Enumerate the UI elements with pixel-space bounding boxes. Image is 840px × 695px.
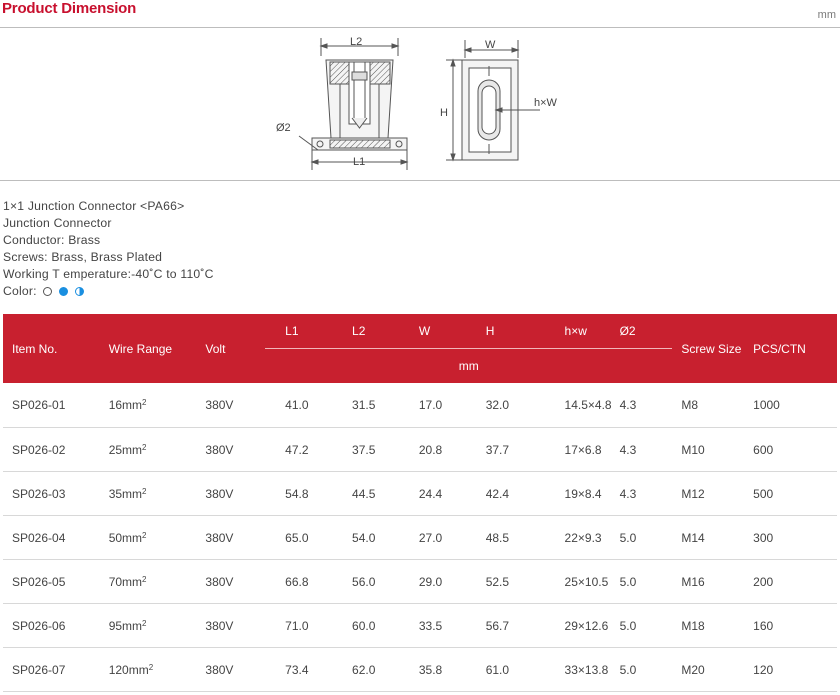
cell-l2: 62.0	[332, 648, 399, 692]
cell-pcs: 1000	[744, 383, 837, 428]
cell-hxw: 17×6.8	[533, 428, 612, 472]
cell-l2: 37.5	[332, 428, 399, 472]
cell-wire: $95mm^2$	[100, 604, 197, 648]
spec-line: Conductor: Brass	[3, 233, 101, 247]
cell-screw: M8	[672, 383, 744, 428]
spec-line: Junction Connector	[3, 216, 112, 230]
header-d2: Ø2	[612, 314, 673, 349]
header-item: Item No.	[3, 314, 100, 383]
cell-volt: 380V	[196, 428, 265, 472]
cell-h: 56.7	[466, 604, 533, 648]
cell-l1: 66.8	[265, 560, 332, 604]
cell-item: SP026-04	[3, 516, 100, 560]
cell-volt: 380V	[196, 472, 265, 516]
label-hxw: h×W	[534, 97, 557, 109]
cell-w: 35.8	[399, 648, 466, 692]
cell-w: 20.8	[399, 428, 466, 472]
color-line	[3, 283, 214, 300]
cell-pcs: 160	[744, 604, 837, 648]
dimension-drawing	[0, 28, 840, 180]
cell-h: 61.0	[466, 648, 533, 692]
color-half-swatch	[75, 287, 84, 296]
cell-h: 37.7	[466, 428, 533, 472]
cell-l2: 56.0	[332, 560, 399, 604]
cell-hxw: 22×9.3	[533, 516, 612, 560]
header-volt: Volt	[196, 314, 265, 383]
cell-item: SP026-01	[3, 383, 100, 428]
spec-line: Working T emperature:-40˚C to 110˚C	[3, 267, 214, 281]
cell-w: 17.0	[399, 383, 466, 428]
table-row	[3, 383, 837, 428]
spec-line: 1×1 Junction Connector <PA66>	[3, 199, 185, 213]
cell-h: 32.0	[466, 383, 533, 428]
cell-d2: 4.3	[612, 472, 673, 516]
cell-volt: 380V	[196, 383, 265, 428]
cell-pcs: 120	[744, 648, 837, 692]
label-d2: Ø2	[276, 122, 291, 134]
cell-l2: 54.0	[332, 516, 399, 560]
unit-label: mm	[817, 9, 836, 21]
cell-w: 24.4	[399, 472, 466, 516]
header-h: H	[466, 314, 533, 349]
table-row	[3, 516, 837, 560]
cell-h: 48.5	[466, 516, 533, 560]
label-l2: L2	[350, 36, 363, 48]
table-row	[3, 648, 837, 692]
table-body	[3, 383, 837, 692]
cell-l1: 47.2	[265, 428, 332, 472]
header-pcs: PCS/CTN	[744, 314, 837, 383]
cell-hxw: 25×10.5	[533, 560, 612, 604]
cell-l1: 65.0	[265, 516, 332, 560]
cell-pcs: 200	[744, 560, 837, 604]
spec-table	[3, 314, 837, 692]
cell-l1: 54.8	[265, 472, 332, 516]
drawing-divider	[0, 180, 840, 181]
cell-d2: 5.0	[612, 648, 673, 692]
cell-volt: 380V	[196, 648, 265, 692]
label-w: W	[485, 39, 496, 51]
cell-item: SP026-05	[3, 560, 100, 604]
cell-w: 33.5	[399, 604, 466, 648]
cell-d2: 4.3	[612, 428, 673, 472]
table-row	[3, 472, 837, 516]
table-row	[3, 560, 837, 604]
cell-h: 42.4	[466, 472, 533, 516]
cell-screw: M18	[672, 604, 744, 648]
cell-screw: M12	[672, 472, 744, 516]
cell-wire: $35mm^2$	[100, 472, 197, 516]
cell-hxw: 29×12.6	[533, 604, 612, 648]
label-h: H	[440, 107, 448, 119]
cell-volt: 380V	[196, 560, 265, 604]
cell-w: 29.0	[399, 560, 466, 604]
page-title: Product Dimension	[2, 0, 137, 17]
header-screw: Screw Size	[672, 314, 744, 383]
spec-list	[3, 198, 214, 300]
cell-item: SP026-07	[3, 648, 100, 692]
cell-wire: $16mm^2$	[100, 383, 197, 428]
cell-pcs: 500	[744, 472, 837, 516]
cell-wire: $70mm^2$	[100, 560, 197, 604]
cell-hxw: 33×13.8	[533, 648, 612, 692]
color-white-swatch	[43, 287, 52, 296]
cell-hxw: 14.5×4.8	[533, 383, 612, 428]
header-l1: L1	[265, 314, 332, 349]
cell-wire: $25mm^2$	[100, 428, 197, 472]
header-hxw: h×w	[533, 314, 612, 349]
cell-d2: 5.0	[612, 560, 673, 604]
cell-item: SP026-03	[3, 472, 100, 516]
table-header	[3, 314, 837, 383]
header-w: W	[399, 314, 466, 349]
spec-line: Screws: Brass, Brass Plated	[3, 250, 163, 264]
cell-pcs: 300	[744, 516, 837, 560]
cell-screw: M14	[672, 516, 744, 560]
cell-item: SP026-02	[3, 428, 100, 472]
color-blue-swatch	[59, 287, 68, 296]
table-row	[3, 428, 837, 472]
header-mm: mm	[265, 349, 672, 384]
cell-volt: 380V	[196, 516, 265, 560]
cell-item: SP026-06	[3, 604, 100, 648]
cell-wire: $50mm^2$	[100, 516, 197, 560]
table-row	[3, 604, 837, 648]
header-l2: L2	[332, 314, 399, 349]
front-view	[299, 38, 407, 170]
side-view	[446, 40, 540, 160]
cell-l2: 31.5	[332, 383, 399, 428]
header-wire: Wire Range	[100, 314, 197, 383]
label-l1: L1	[353, 156, 366, 168]
cell-h: 52.5	[466, 560, 533, 604]
cell-wire: $120mm^2$	[100, 648, 197, 692]
cell-l1: 41.0	[265, 383, 332, 428]
cell-screw: M10	[672, 428, 744, 472]
cell-d2: 5.0	[612, 604, 673, 648]
cell-screw: M16	[672, 560, 744, 604]
cell-pcs: 600	[744, 428, 837, 472]
cell-hxw: 19×8.4	[533, 472, 612, 516]
cell-d2: 5.0	[612, 516, 673, 560]
color-label: Color:	[3, 284, 37, 298]
cell-l2: 44.5	[332, 472, 399, 516]
cell-l2: 60.0	[332, 604, 399, 648]
cell-d2: 4.3	[612, 383, 673, 428]
cell-l1: 73.4	[265, 648, 332, 692]
cell-screw: M20	[672, 648, 744, 692]
cell-l1: 71.0	[265, 604, 332, 648]
cell-w: 27.0	[399, 516, 466, 560]
cell-volt: 380V	[196, 604, 265, 648]
